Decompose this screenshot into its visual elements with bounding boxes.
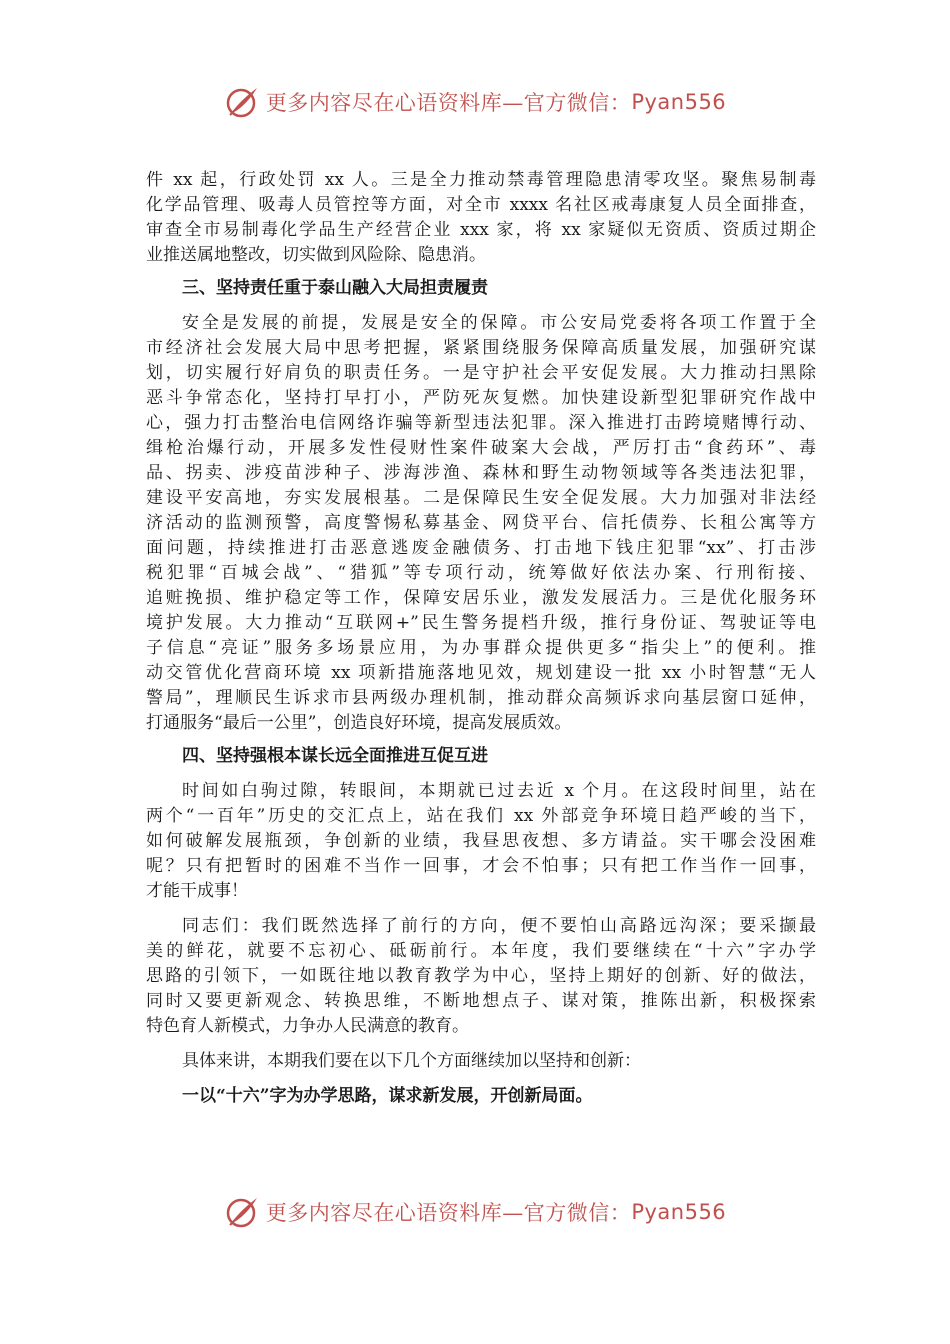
- text-line: 市经济社会发展大局中思考把握，紧紧围绕服务保障高质量发展，加强研究谋: [146, 338, 816, 358]
- section-heading: 一以“十六”字为办学思路，谋求新发展，开创新局面。: [182, 1086, 593, 1106]
- text-line: 子信息“亮证”服务多场景应用，为办事群众提供更多“指尖上”的便利。推: [146, 638, 816, 658]
- text-line: 打通服务“最后一公里”，创造良好环境，提高发展质效。: [146, 713, 572, 733]
- text-line: 追赃挽损、维护稳定等工作，保障安居乐业，激发发展活力。三是优化服务环: [146, 588, 816, 608]
- text-line: 心，强力打击整治电信网络诈骗等新型违法犯罪。深入推进打击跨境赌博行动、: [146, 413, 816, 433]
- section-heading: 四、坚持强根本谋长远全面推进互促互进: [182, 746, 488, 766]
- text-line: 警局”，理顺民生诉求市县两级办理机制，推动群众高频诉求向基层窗口延伸，: [146, 688, 816, 708]
- text-line: 缉枪治爆行动，开展多发性侵财性案件破案大会战，严厉打击“食药环”、毒: [146, 438, 816, 458]
- text-line: 如何破解发展瓶颈，争创新的业绩，我昼思夜想、多方请益。实干哪会没困难: [146, 831, 816, 851]
- text-line: 思路的引领下，一如既往地以教育教学为中心，坚持上期好的创新、好的做法，: [146, 966, 816, 986]
- quill-logo-icon: [224, 1194, 260, 1230]
- text-line: 境护发展。大力推动“互联网+”民生警务提档升级，推行身份证、驾驶证等电: [146, 613, 816, 633]
- header-watermark: [0, 82, 950, 122]
- paragraph: [146, 779, 816, 904]
- wechat-id: Pyan556: [631, 90, 727, 114]
- text-line: 呢？只有把暂时的困难不当作一回事，才会不怕事；只有把工作当作一回事，: [146, 856, 816, 876]
- text-line: 动交管优化营商环境 xx 项新措施落地见效，规划建设一批 xx 小时智慧“无人: [146, 663, 816, 683]
- text-line: 审查全市易制毒化学品生产经营企业 xxx 家，将 xx 家疑似无资质、资质过期企: [146, 220, 816, 240]
- text-line: 时间如白驹过隙，转眼间，本期就已过去近 x 个月。在这段时间里，站在: [182, 781, 816, 801]
- footer-watermark: [0, 1192, 950, 1232]
- paragraph: [146, 1049, 816, 1074]
- text-line: 两个“一百年”历史的交汇点上，站在我们 xx 外部竞争环境日趋严峻的当下，: [146, 806, 816, 826]
- text-line: 安全是发展的前提，发展是安全的保障。市公安局党委将各项工作置于全: [182, 313, 816, 333]
- text-line: 面问题，持续推进打击恶意逃废金融债务、打击地下钱庄犯罪“xx”、打击涉: [146, 538, 816, 558]
- document-body: [146, 168, 816, 1109]
- text-line: 件 xx 起，行政处罚 xx 人。三是全力推动禁毒管理隐患清零攻坚。聚焦易制毒: [146, 170, 816, 190]
- watermark-text: 更多内容尽在心语资料库—官方微信：: [265, 91, 632, 115]
- text-line: 品、拐卖、涉疫苗涉种子、涉海涉渔、森林和野生动物领域等各类违法犯罪，: [146, 463, 816, 483]
- text-line: 税犯罪“百城会战”、“猎狐”等专项行动，统筹做好依法办案、行刑衔接、: [146, 563, 816, 583]
- text-line: 同时又要更新观念、转换思维，不断地想点子、谋对策，推陈出新，积极探索: [146, 991, 816, 1011]
- paragraph: [146, 914, 816, 1039]
- text-line: 才能干成事！: [146, 881, 248, 901]
- quill-logo-icon: [224, 84, 260, 120]
- text-line: 同志们：我们既然选择了前行的方向，便不要怕山高路远沟深；要采撷最: [182, 916, 816, 936]
- wechat-id: Pyan556: [631, 1200, 727, 1224]
- text-line: 济活动的监测预警，高度警惕私募基金、网贷平台、信托债券、长租公寓等方: [146, 513, 816, 533]
- text-line: 化学品管理、吸毒人员管控等方面，对全市 xxxx 名社区戒毒康复人员全面排查，: [146, 195, 816, 215]
- section-heading: 三、坚持责任重于泰山融入大局担责履责: [182, 278, 488, 298]
- text-line: 特色育人新模式，力争办人民满意的教育。: [146, 1016, 469, 1036]
- text-line: 美的鲜花，就要不忘初心、砥砺前行。本年度，我们要继续在“十六”字办学: [146, 941, 816, 961]
- text-line: 建设平安高地，夯实发展根基。二是保障民生安全促发展。大力加强对非法经: [146, 488, 816, 508]
- watermark-text: 更多内容尽在心语资料库—官方微信：: [265, 1201, 632, 1225]
- text-line: 恶斗争常态化，坚持打早打小，严防死灰复燃。加快建设新型犯罪研究作战中: [146, 388, 816, 408]
- paragraph: [146, 168, 816, 268]
- text-line: 划，切实履行好肩负的职责任务。一是守护社会平安促发展。大力推动扫黑除: [146, 363, 816, 383]
- paragraph: [146, 311, 816, 736]
- text-line: 具体来讲，本期我们要在以下几个方面继续加以坚持和创新：: [182, 1051, 641, 1071]
- text-line: 业推送属地整改，切实做到风险除、隐患消。: [146, 245, 486, 265]
